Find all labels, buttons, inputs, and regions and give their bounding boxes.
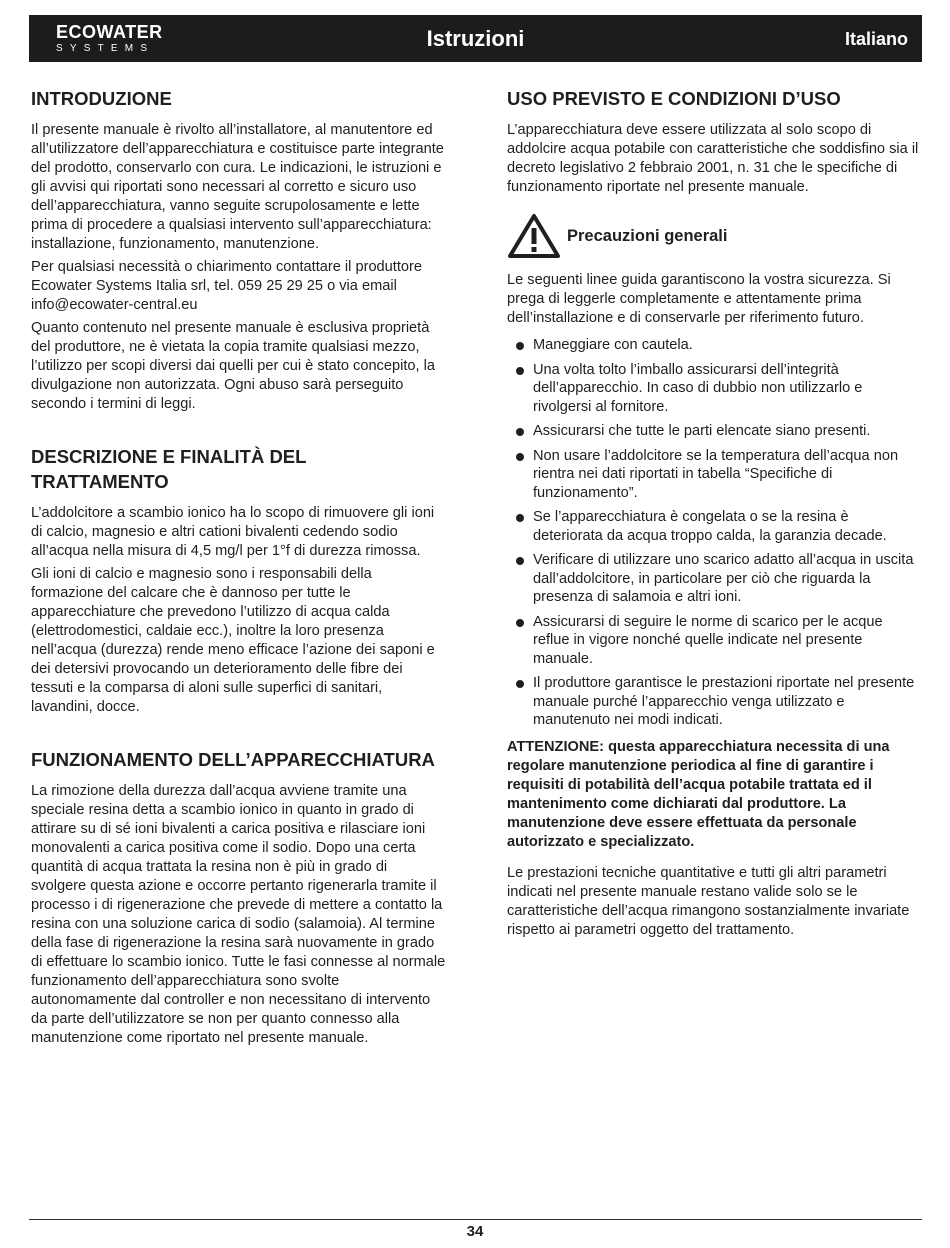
precautions-title: Precauzioni generali bbox=[567, 227, 728, 245]
precautions-header bbox=[507, 213, 920, 259]
logo-main-text: ECOWATER bbox=[56, 22, 163, 42]
section-spacer bbox=[31, 721, 446, 747]
description-paragraph-1: L’addolcitore a scambio ionico ha lo scopo di rimuovere gli ioni di calcio, magnesio e altri cationi bivalenti cedendo sodio all’acqua nella misura di 4,5 mg/l per 1°f di durezza rimossa. bbox=[31, 505, 435, 559]
list-item-text: Se l’apparecchiatura è congelata o se la resina è deteriorata da acqua troppo calda, la garanzia decade. bbox=[533, 509, 887, 544]
bullet-icon bbox=[516, 619, 524, 627]
bullet-icon bbox=[516, 367, 524, 375]
list-item-text: Una volta tolto l’imballo assicurarsi dell’integrità dell’apparecchio. In caso di dubbio non utilizzarlo e rivolgersi al fornitore. bbox=[533, 361, 863, 415]
bullet-icon bbox=[516, 453, 524, 461]
list-item bbox=[507, 613, 920, 669]
bullet-icon bbox=[516, 342, 524, 350]
intro-heading: INTRODUZIONE bbox=[31, 88, 172, 109]
function-paragraph-1: La rimozione della durezza dall’acqua avviene tramite una speciale resina detta a scambio ionico in quanto in grado di attirare su di sé ioni bivalenti a carica positiva e rilasciare ioni monovalenti a carica positiva come il sodio. Dopo una certa quantità di acqua trattata la resina non è più in grado di svolgere questa azione e occorre pertanto rigenerarla tramite il processo i di rigenerazione che prevede di mettere a contatto la resina con una soluzione carica di sodio (salamoia). Al termine della fase di rigenerazione la resina sarà nuovamente in grado di effettuare lo scambio ionico. Tutte le fasi connesse al normale funzionamento dell’apparecchiatura sono svolte autonomamente dal controller e non necessitano di intervento da parte dell’utilizzatore se non per quanto connesso alla manutenzione come riportato nel presente manuale. bbox=[31, 783, 446, 1046]
precautions-list bbox=[507, 336, 920, 730]
list-item bbox=[507, 447, 920, 503]
list-item-text: Verificare di utilizzare uno scarico adatto all’acqua in uscita dall’addolcitore, in particolare per ciò che riguarda la presenza di salamoia e altri ioni. bbox=[533, 552, 914, 605]
description-paragraph-2: Gli ioni di calcio e magnesio sono i responsabili della formazione del calcare che è dannoso per tutte le apparecchiature che prevedono l’utilizzo di acqua calda (elettrodomestici, caldaie ecc.), inoltre la loro presenza nell’acqua (durezza) rende meno efficace l’azione dei saponi e dei detersivi provocando un deterioramento delle fibre dei tessuti e la comparsa di aloni sulle superfici di sanitari, lavandini, docce. bbox=[31, 566, 435, 715]
header-title: Istruzioni bbox=[426, 26, 525, 51]
intro-paragraph-2: Per qualsiasi necessità o chiarimento contattare il produttore Ecowater Systems Italia srl, tel. 059 25 29 25 o via email info@ecowater-central.eu bbox=[31, 259, 422, 313]
bullet-icon bbox=[516, 680, 524, 688]
bullet-icon bbox=[516, 514, 524, 522]
header-language: Italiano bbox=[844, 29, 908, 49]
left-column bbox=[31, 86, 446, 1052]
right-column bbox=[507, 86, 920, 944]
list-item bbox=[507, 422, 920, 441]
bullet-icon bbox=[516, 428, 524, 436]
section-spacer bbox=[31, 418, 446, 444]
list-item-text: Il produttore garantisce le prestazioni riportate nel presente manuale purché l’apparecchio venga utilizzato e manutenuto nei modi indicati. bbox=[533, 675, 915, 728]
intro-paragraph-3: Quanto contenuto nel presente manuale è esclusiva proprietà del produttore, ne è vietata la copia tramite qualsiasi mezzo, l’utilizzo per scopi diversi dai quelli per cui è stato concepito, la divulgazione non autorizzata. Ogni abuso sarà perseguito secondo i termini di leggi. bbox=[31, 320, 435, 412]
logo-sub-text: SYSTEMS bbox=[56, 43, 155, 54]
description-heading: DESCRIZIONE E FINALITÀ DEL TRATTAMENTO bbox=[31, 446, 307, 492]
list-item bbox=[507, 361, 920, 417]
list-item-text: Maneggiare con cautela. bbox=[533, 337, 693, 353]
list-item bbox=[507, 508, 920, 545]
footer-divider bbox=[29, 1219, 922, 1220]
precautions-intro: Le seguenti linee guida garantiscono la vostra sicurezza. Si prega di leggerle completamente e attentamente prima dell’installazione e di conservarle per riferimento futuro. bbox=[507, 272, 891, 326]
list-item bbox=[507, 674, 920, 730]
page-number: 34 bbox=[466, 1223, 484, 1240]
page-header bbox=[29, 15, 922, 62]
list-item bbox=[507, 551, 920, 607]
bullet-icon bbox=[516, 557, 524, 565]
list-item-text: Non usare l’addolcitore se la temperatura dell’acqua non rientra nei dati riportati in tabella “Specifiche di funzionamento”. bbox=[533, 447, 899, 501]
function-heading: FUNZIONAMENTO DELL’APPARECCHIATURA bbox=[31, 749, 435, 770]
list-item bbox=[507, 336, 920, 355]
intended-use-paragraph: L’apparecchiatura deve essere utilizzata al solo scopo di addolcire acqua potabile con caratteristiche che soddisfino sia il decreto legislativo 2 febbraio 2001, n. 31 che le specifiche di funzionamento riportate nel presente manuale. bbox=[507, 122, 919, 195]
warning-triangle-icon bbox=[507, 213, 561, 259]
intended-use-heading: USO PREVISTO E CONDIZIONI D’USO bbox=[507, 88, 841, 109]
intro-paragraph-1: Il presente manuale è rivolto all’installatore, al manutentore ed all’utilizzatore dell’apparecchiatura e costituisce parte integrante del prodotto, conservarlo con cura. Le indicazioni, le istruzioni e gli avvisi qui riportati sono necessari al corretto e sicuro uso dell’apparecchiatura, vanno seguite scrupolosamente e lette prima di procedere a qualsiasi intervento sull’apparecchiatura: installazione, funzionamento, manutenzione. bbox=[31, 122, 444, 252]
final-paragraph: Le prestazioni tecniche quantitative e tutti gli altri parametri indicati nel presente manuale restano valide solo se le caratteristiche dell’acqua rimangono sostanzialmente invariate rispetto ai parametri oggetto del trattamento. bbox=[507, 864, 910, 938]
list-item-text: Assicurarsi che tutte le parti elencate siano presenti. bbox=[533, 423, 871, 439]
attention-notice: ATTENZIONE: questa apparecchiatura necessita di una regolare manutenzione periodica al fine di garantire i requisiti di potabilità dell’acqua potabile trattata ed il mantenimento come dichiarati dal produttore. La manutenzione deve essere effettuata da personale autorizzato e specializzato. bbox=[507, 738, 890, 850]
list-item-text: Assicurarsi di seguire le norme di scarico per le acque reflue in vigore nonché quelle indicate nel presente manuale. bbox=[533, 613, 883, 667]
